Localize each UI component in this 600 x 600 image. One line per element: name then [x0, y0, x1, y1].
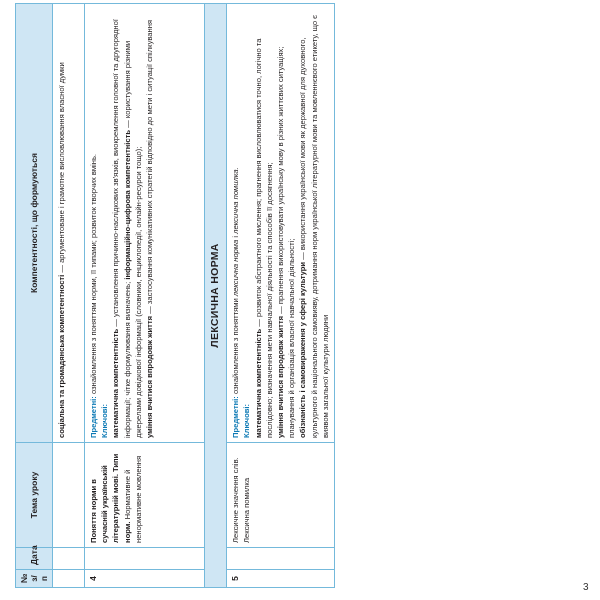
row5-life-label: уміння вчитися впродовж життя	[276, 315, 286, 438]
row4-competences	[85, 4, 205, 443]
row4-math-text: — установлення причинно-наслідкових зв'язків, виокремлення головної та другорядної інформації; чітке формулювання визначень;	[111, 19, 132, 438]
row4-topic-bold: Поняття норми в сучасній українській літературній мові. Типи норм.	[89, 453, 132, 543]
row4-info-label: інформаційно-цифрова компетентність	[122, 130, 132, 280]
row5-key-label: Ключові:	[242, 403, 252, 438]
row5-topic-line2: Лексична помилка	[242, 477, 252, 543]
row5-subject-text-a: ознайомлення з поняттями	[231, 296, 241, 397]
row5-math-text: — розвиток абстрактного мислення; прагнення висловлюватися точно, логічно та послідовно; визначення мети навчальної діяльності та способів її досягнення;	[253, 38, 274, 438]
row4-topic-normal: Нормативне й ненормативне мовлення	[122, 455, 143, 543]
row5-culture-text: — використання української мови як державної для духовного, культурного й національного самовияву, дотримання норм української літературної мови та мовленнєвого етикету, що є виявом загальної культури людини	[298, 14, 330, 438]
row4-subject-label: Предметні:	[89, 396, 98, 438]
row5-subject-italic-b: лексична помилка	[231, 169, 241, 234]
row4-num: 4	[85, 570, 205, 588]
row5-competences	[227, 4, 335, 443]
section-row	[205, 4, 227, 588]
row5-date	[227, 548, 335, 570]
social-competence-label: соціальна та громадянська компетентності	[57, 274, 66, 438]
row5-topic	[227, 443, 335, 548]
table-row-5	[227, 4, 335, 588]
row5-subject-text-c: .	[231, 167, 241, 170]
row5-num: 5	[227, 570, 335, 588]
table-header-row	[16, 4, 53, 588]
row4-topic	[85, 443, 205, 548]
table-row-continuation	[53, 4, 85, 588]
row4-subject-text: ознайомлення з поняттям норми, її типами; розвиток творчих вмінь.	[89, 153, 98, 397]
row4-date	[85, 548, 205, 570]
row4-life-label: уміння вчитися впродовж життя	[145, 315, 155, 438]
section-title: ЛЕКСИЧНА НОРМА	[205, 4, 227, 588]
row5-math-label: математична компетентність	[253, 328, 263, 438]
row4-key-label: Ключові:	[100, 403, 110, 438]
row5-subject-label: Предметні:	[231, 396, 241, 438]
social-competence-text: — аргументоване і грамотне висловлювання власної думки	[57, 62, 66, 275]
header-competences: Компетентності, що формуються	[16, 4, 53, 443]
header-topic: Тема уроку	[16, 443, 53, 548]
row4-math-label: математична компетентність	[111, 328, 121, 438]
row4-life-text: — застосування комунікативних стратегій відповідно до мети і ситуації спілкування	[145, 19, 155, 316]
continuation-cell	[53, 4, 85, 443]
lesson-plan-table	[15, 3, 335, 588]
row5-topic-line1: Лексичне значення слів.	[231, 457, 241, 543]
row5-culture-label: обізнаність і самовираження у сфері культури	[298, 261, 308, 438]
header-num: № з/п	[16, 570, 53, 588]
page-number: 3	[583, 582, 589, 593]
table-row-4	[85, 4, 205, 588]
rotated-page-content	[15, 3, 488, 588]
row5-life-text: — прагнення використовувати українську мову в різних життєвих ситуаціях; планування й організація власної навчальної діяльності;	[276, 46, 297, 438]
row5-subject-italic-a: лексична норма	[231, 239, 241, 297]
row5-subject-text-b: і	[231, 233, 241, 240]
row4-info-text: — користування різними джерелами довідкової інформації (словники, енциклопедії, онлайн-ресурси тощо);	[122, 40, 143, 438]
header-date: Дата	[16, 548, 53, 570]
